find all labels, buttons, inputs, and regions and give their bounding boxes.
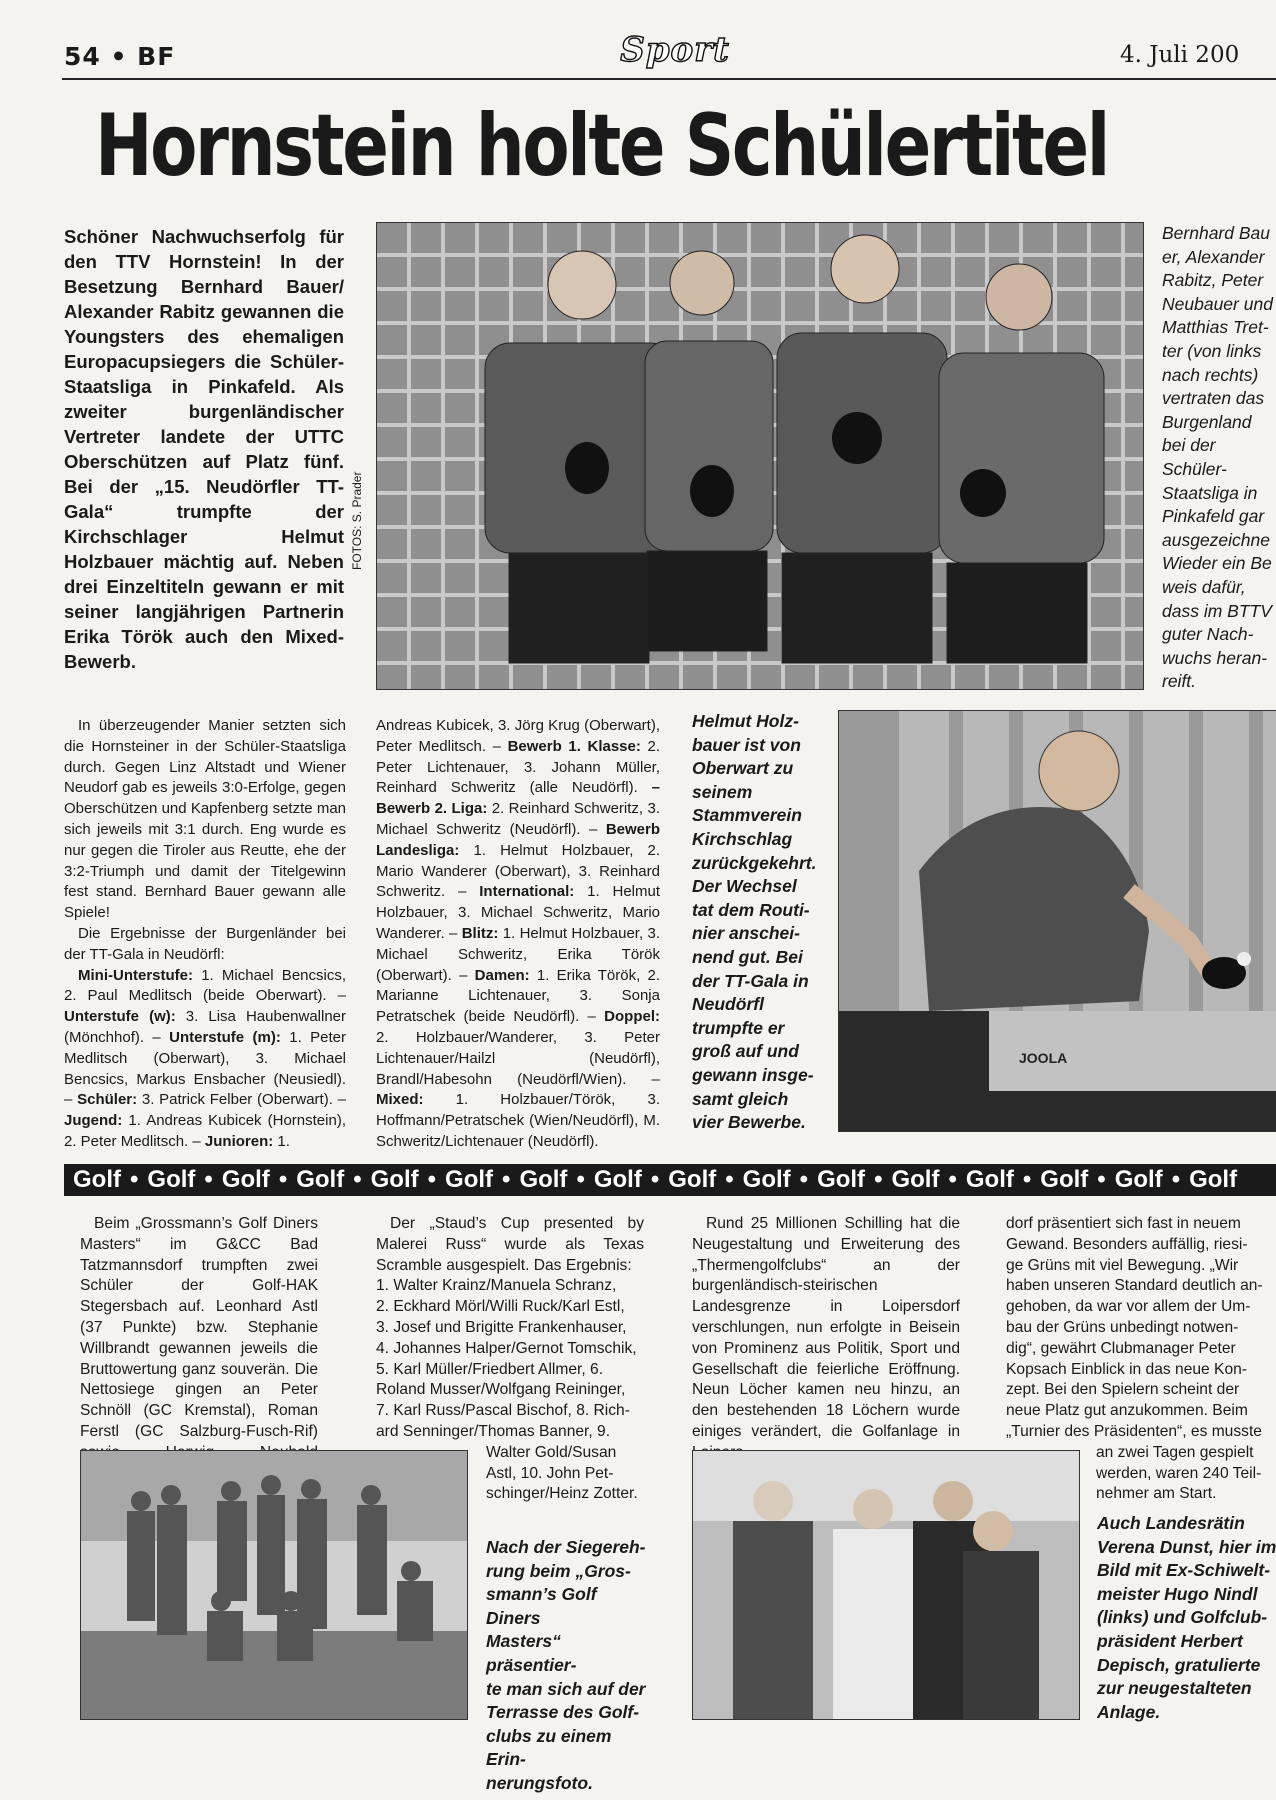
caption-line: bauer ist von — [692, 734, 801, 755]
caption-line: Verena Dunst, hier im — [1097, 1536, 1276, 1557]
result-text: 3. Lisa Haubenwallner (Mönchhof). – — [64, 1008, 347, 1046]
caption-line: Helmut Holz- — [692, 711, 799, 731]
caption-line: Matthias Tret- — [1162, 317, 1269, 338]
article-column-1 — [64, 716, 346, 1153]
result-text: 1. Michael Bencsics, 2. Paul Medlitsch (beide Oberwart). – — [64, 966, 346, 1005]
caption-line: Stammverein — [692, 805, 802, 826]
result-label: Bewerb Landesliga: — [376, 820, 660, 859]
caption-line: guter Nach- — [1162, 624, 1254, 645]
result-label: Mixed: — [376, 1091, 424, 1109]
text-line: gehoben, da war vor allem der Um- — [1006, 1298, 1251, 1316]
caption-line: präsident Herbert — [1097, 1630, 1243, 1651]
table-brand-text: JOOLA — [1019, 1050, 1068, 1066]
section-title: Sport — [620, 30, 730, 70]
result-text: 1. Andreas Kubicek (Hornstein), 2. Peter Medlitsch. – — [64, 1112, 346, 1150]
result-label: Blitz: — [461, 924, 499, 942]
results-paragraph — [376, 716, 660, 1153]
golf-bar-label: Golf — [965, 1166, 1014, 1193]
result-line: Roland Musser/Wolfgang Reininger, — [376, 1381, 626, 1399]
caption-line: Der Wechsel — [692, 876, 797, 897]
holzbauer-photo-caption — [692, 710, 842, 1135]
result-label: Unterstufe (w): — [64, 1008, 176, 1026]
result-text: 2. Holzbauer/Wanderer, 3. Peter Lichtenauer/Hailzl (Neudörfl), Brandl/Habesohn (Neudörfl/Wien). – — [376, 1028, 660, 1088]
caption-line: wuchs heran- — [1162, 647, 1268, 668]
text-line: werden, waren 240 Teil- — [1096, 1464, 1262, 1482]
caption-line: meister Hugo Nindl — [1097, 1583, 1258, 1604]
golf-column-1: Beim „Grossmann’s Golf Diners Masters“ im G&CC Bad Tatzmannsdorf trumpften zwei Schüler der Golf-HAK Stegersbach auf. Leonhard Astl (37 Punkte) bzw. Stephanie Willbrandt gewannen jeweils die Bruttowertung ganz souverän. Die Nettosiege gingen an Peter Schnöll (GC Kremstal), Roman Ferstl (GC Salzburg-Fusch-Rif) — [80, 1215, 318, 1440]
result-text: 1. Helmut Holzbauer, 3. Michael Schweritz, Erika Török (Oberwart). – — [376, 924, 660, 984]
caption-line: (links) und Golfclub- — [1097, 1607, 1268, 1628]
caption-line: te man sich auf der — [486, 1678, 646, 1699]
golf-bar-label: Golf — [73, 1166, 121, 1193]
caption-line: nach rechts) — [1162, 364, 1259, 385]
result-text: Andreas Kubicek, 3. Jörg Krug (Oberwart), Peter Medlitsch. – — [376, 717, 660, 755]
caption-line: er, Alexander — [1162, 246, 1265, 267]
result-line: 7. Karl Russ/Pascal Bischof, 8. Rich- — [376, 1402, 630, 1420]
text-line: „Turnier des Präsidenten“, es musste — [1006, 1422, 1262, 1440]
result-text: 1. Helmut Holzbauer, 2. Mario Wanderer (Oberwart), 3. Reinhard Schweritz. – — [376, 841, 660, 901]
golf-bar-label: Golf — [221, 1166, 270, 1193]
golf-bar-label: Golf — [1189, 1166, 1238, 1193]
text-line: ge Grüns mit viel Bewegung. „Wir — [1006, 1256, 1239, 1274]
caption-line: Neubauer und — [1162, 293, 1273, 314]
golf-bar-label: Golf — [296, 1166, 345, 1193]
text-line: Gewand. Besonders auffällig, riesi- — [1006, 1235, 1248, 1253]
caption-line: Masters“ präsentier- — [486, 1631, 577, 1675]
caption-line: ausgezeichne — [1162, 529, 1270, 550]
text-line: Kopsach Einblick in das neue Kon- — [1006, 1360, 1247, 1378]
caption-line: Pinkafeld gar — [1162, 506, 1265, 527]
golf-bar-label: Golf — [147, 1166, 196, 1193]
caption-line: zurückgekehrt. — [692, 852, 817, 873]
result-line: Walter Gold/Susan — [486, 1443, 617, 1461]
caption-line: Auch Landesrätin — [1097, 1513, 1245, 1533]
text-line: dorf präsentiert sich fast in neuem — [1006, 1215, 1241, 1232]
header-rule — [62, 78, 1276, 80]
golf-bar-label: Golf — [891, 1166, 940, 1193]
caption-line: samt gleich — [692, 1088, 789, 1109]
result-label: Damen: — [474, 966, 530, 984]
lead-paragraph: Schöner Nachwuchserfolg für den TTV Hornstein! In der Besetzung Bernhard Bauer/ Alexander Rabitz gewannen die Youngsters des ehemaligen Europacupsiegers die Schüler-Staatsliga in Pinkafeld. Als zweiter burgenländischer Vertreter landete der UTTC Oberschützen auf Platz fünf. Bei der „15. Neudörfler TT-Gala“ trumpfte der Kirchschlager Helmut Holzbauer mächtig auf. Neben drei Einzeltiteln gewann er mit seiner langjährigen Partnerin Erika Török auch den Mixed-Bewerb. — [64, 226, 344, 672]
result-line: Astl, 10. John Pet- — [486, 1464, 614, 1482]
caption-line: vier Bewerbe. — [692, 1112, 806, 1133]
golf-column-3: Rund 25 Millionen Schilling hat die Neugestaltung und Erweiterung des „Thermengolfclubs“ an der burgenländisch-steirischen Landesgrenze in Loipersdorf verschlungen, nun erfolgte in Beisein von Prominenz aus Politik, Sport und Gesellschaft die feierliche Eröffnung. Neun Löcher kamen neu hinzu, an den bestehenden 18 Löchern wurde einiges verändert, die Golfanlage in — [692, 1215, 960, 1440]
caption-line: der TT-Gala in — [692, 970, 809, 991]
golf-bar-label: Golf — [1040, 1166, 1089, 1193]
caption-line: Burgenland — [1162, 411, 1252, 432]
page-number: 54 • BF — [64, 42, 176, 71]
body-paragraph: Die Ergebnisse der Burgenländer bei der TT-Gala in Neudörfl: — [64, 924, 346, 963]
result-text: 2. Reinhard Schweritz, 3. Michael Schweritz (Neudörfl). – — [376, 800, 661, 838]
result-label: Bewerb 1. Klasse: — [507, 737, 641, 755]
caption-line: tat dem Routi- — [692, 899, 810, 920]
body-paragraph: In überzeugender Manier setzten sich die Hornsteiner in der Schüler-Staatsliga durch. Gegen Linz Altstadt und Wiener Neudorf gab es jeweils 3:0-Erfolge, gegen Oberschützen und Kapfenberg setzte man sich jeweils mit 3:1 durch. Eng wurde es nur gegen die Tiroler aus Reutte, ehe der 3:2-Triumph und damit der Titelgewinn fest stand. Bernhard Bauer gewann alle Spiele! — [64, 717, 346, 922]
caption-line: bei der — [1162, 435, 1216, 456]
results-paragraph — [64, 966, 346, 1153]
golf-opening-photo — [692, 1450, 1080, 1720]
result-label: Schüler: — [77, 1091, 138, 1109]
holzbauer-photo — [838, 710, 1276, 1132]
caption-line: ter (von links — [1162, 340, 1262, 361]
caption-line: Schüler- — [1162, 458, 1227, 479]
result-line: 2. Eckhard Mörl/Willi Ruck/Karl Estl, — [376, 1298, 625, 1316]
caption-line: gewann insge- — [692, 1064, 814, 1085]
result-text: 1. Helmut Holzbauer, 3. Michael Schweritz, Mario Wanderer. – — [376, 883, 660, 942]
headline: Hornstein holte Schülertitel — [95, 96, 1108, 196]
text-line: dig“, gewährt Clubmanager Peter — [1006, 1339, 1236, 1357]
result-line: schinger/Heinz Zotter. — [486, 1485, 638, 1503]
caption-line: Rabitz, Peter — [1162, 270, 1264, 291]
text-line: nehmer am Start. — [1096, 1485, 1217, 1503]
caption-line: nerungsfoto. — [486, 1772, 593, 1793]
result-line: 1. Walter Krainz/Manuela Schranz, — [376, 1277, 617, 1295]
golf-group-photo — [80, 1450, 468, 1720]
caption-line: Wieder ein Be — [1162, 553, 1272, 574]
golf-bar-label: Golf — [742, 1166, 791, 1193]
result-text: 1. Peter Medlitsch (Oberwart), 3. Michael Bencsics, Markus Ensbacher (Neusiedl). – — [64, 1028, 346, 1109]
caption-line: weis dafür, — [1162, 576, 1246, 597]
golf-opening-caption — [1097, 1512, 1276, 1724]
issue-date: 4. Juli 200 — [1120, 42, 1240, 68]
result-text: 2. Peter Lichtenauer, 3. Johann Müller, Reinhard Schweritz (alle Neudörfl). — [376, 737, 660, 797]
result-label: Mini-Unterstufe: — [78, 966, 193, 984]
caption-line: trumpfte er — [692, 1017, 785, 1038]
text-line: an zwei Tagen gespielt — [1096, 1443, 1254, 1461]
golf-bar-label: Golf — [668, 1166, 717, 1193]
caption-line: vertraten das — [1162, 388, 1265, 409]
golf-bar-label: Golf — [519, 1166, 568, 1193]
golf-bar-label: Golf — [370, 1166, 419, 1193]
result-text: 1. Holzbauer/Török, 3. Hoffmann/Petratschek (Wien/Neudörfl), M. Schweritz/Lichtenauer (Neudörfl). — [376, 1091, 660, 1150]
text-line: zept. Bei den Spielern scheint der — [1006, 1381, 1240, 1399]
golf-opening-photo-image — [693, 1451, 1079, 1719]
text-line: neue Platz gut anzukommen. Beim — [1006, 1402, 1248, 1420]
caption-line: rung beim „Gros- — [486, 1560, 631, 1581]
golf-bar-label: Golf — [445, 1166, 494, 1193]
golf-bar-label: Golf — [593, 1166, 642, 1193]
caption-line: dass im BTTV — [1162, 600, 1272, 621]
result-label: Doppel: — [604, 1008, 660, 1026]
result-line: ard Senninger/Thomas Banner, 9. — [376, 1422, 611, 1440]
golf-group-caption — [486, 1536, 651, 1796]
caption-line: seinem — [692, 781, 753, 802]
photo-credit: FOTOS: S. Prader — [350, 471, 364, 570]
caption-line: zur neugestalteten — [1097, 1678, 1252, 1699]
caption-line: groß auf und — [692, 1041, 799, 1062]
result-line: 4. Johannes Halper/Gernot Tomschik, — [376, 1339, 637, 1357]
result-text: 1. Erika Török, 2. Marianne Lichtenauer, 3. Sonja Petratschek (beide Neudörfl). – — [376, 966, 660, 1026]
result-label: Jugend: — [64, 1112, 123, 1130]
caption-line: Bild mit Ex-Schiwelt- — [1097, 1560, 1271, 1581]
holzbauer-photo-image — [839, 711, 1276, 1131]
team-photo-caption — [1162, 222, 1276, 694]
caption-line: Bernhard Bau — [1162, 223, 1270, 243]
team-photo-image — [377, 223, 1143, 689]
caption-line: reift. — [1162, 671, 1197, 692]
article-column-2 — [376, 716, 660, 1153]
caption-line: Terrasse des Golf- — [486, 1702, 640, 1723]
text-line: bau der Grüns unbedingt notwen- — [1006, 1318, 1239, 1336]
caption-line: smann’s Golf Diners — [486, 1584, 597, 1628]
golf-bar-label: Golf — [817, 1166, 866, 1193]
caption-line: Depisch, gratulierte — [1097, 1654, 1261, 1675]
golf-section-bar: Golf • Golf • Golf • Golf • Golf • Golf • Golf • Golf • Golf • Golf • Golf • Golf • Golf • Golf • Golf • Golf — [64, 1164, 1276, 1196]
result-text: 3. Patrick Felber (Oberwart). – — [137, 1091, 346, 1109]
caption-line: Staatsliga in — [1162, 482, 1258, 503]
golf-group-photo-image — [81, 1451, 467, 1719]
caption-line: clubs zu einem Erin- — [486, 1725, 612, 1770]
team-photo — [376, 222, 1144, 690]
caption-line: Neudörfl — [692, 994, 764, 1015]
result-line: 5. Karl Müller/Friedbert Allmer, 6. — [376, 1360, 604, 1378]
caption-line: Kirchschlag — [692, 828, 793, 849]
result-label: Junioren: — [204, 1132, 274, 1150]
caption-line: Nach der Siegereh- — [486, 1537, 646, 1557]
result-text: 1. — [273, 1132, 290, 1150]
text-line: haben unseren Standard deutlich an- — [1006, 1277, 1263, 1295]
golf-intro: Der „Staud’s Cup presented by Malerei Russ“ wurde als Texas Scramble ausgespielt. Das Ergebnis: — [376, 1215, 644, 1274]
result-line: 3. Josef und Brigitte Frankenhauser, — [376, 1318, 627, 1336]
caption-line: Oberwart zu — [692, 758, 794, 779]
result-label: International: — [479, 883, 575, 901]
golf-bar-label: Golf — [1114, 1166, 1163, 1193]
result-label: Unterstufe (m): — [169, 1028, 281, 1046]
caption-line: nier anschei- — [692, 923, 800, 944]
result-label: – Bewerb 2. Liga: — [376, 779, 660, 818]
caption-line: Anlage. — [1097, 1701, 1161, 1722]
caption-line: nend gut. Bei — [692, 946, 803, 967]
